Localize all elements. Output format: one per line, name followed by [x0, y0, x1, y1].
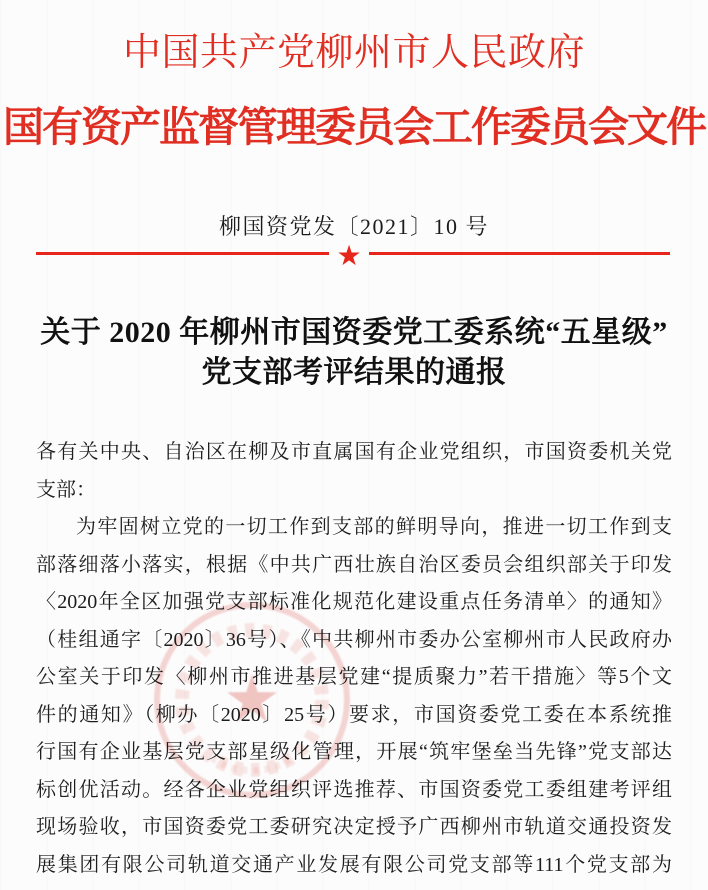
body-line: 〈2020年全区加强党支部标准化规范化建设重点任务清单〉的通知》 — [36, 591, 672, 613]
body-line: 行国有企业基层党支部星级化管理，开展“筑牢堡垒当先锋”党支部达 — [36, 741, 672, 763]
body-line: （桂组通字〔2020〕36号）、《中共柳州市委办公室柳州市人民政府办 — [36, 628, 672, 651]
body-line: 展集团有限公司轨道交通产业发展有限公司党支部等111个党支部为 — [36, 853, 672, 876]
red-divider-right — [369, 252, 670, 255]
issuing-authority-line1: 中国共产党柳州市人民政府 — [122, 32, 585, 74]
body-line: 各有关中央、自治区在柳及市直属国有企业党组织，市国资委机关党 — [36, 441, 672, 463]
issuing-authority-line2: 国有资产监督管理委员会工作委员会文件 — [3, 104, 705, 150]
body-line: 件的通知》（柳办〔2020〕25号）要求，市国资委党工委在本系统推 — [36, 703, 672, 726]
document-title-line2: 党支部考评结果的通报 — [201, 356, 507, 389]
body-line: 部落细落小落实，根据《中共广西壮族自治区委员会组织部关于印发 — [36, 553, 672, 576]
body-line: 支部： — [36, 478, 96, 501]
document-number: 柳国资党发〔2021〕10 号 — [218, 214, 489, 239]
body-line: 标创优活动。经各企业党组织评选推荐、市国资委党工委组建考评组 — [36, 778, 672, 801]
body-line: 为牢固树立党的一切工作到支部的鲜明导向，推进一切工作到支 — [76, 516, 672, 538]
document-title-line1: 关于 2020 年柳州市国资委党工委系统“五星级” — [40, 316, 668, 349]
document-body — [36, 434, 672, 884]
body-line: 公室关于印发〈柳州市推进基层党建“提质聚力”若干措施〉等5个文 — [36, 666, 672, 688]
star-icon: ★ — [336, 239, 362, 272]
body-line: 现场验收，市国资委党工委研究决定授予广西柳州市轨道交通投资发 — [36, 816, 672, 838]
document-title — [0, 313, 708, 393]
red-divider-left — [36, 252, 329, 255]
